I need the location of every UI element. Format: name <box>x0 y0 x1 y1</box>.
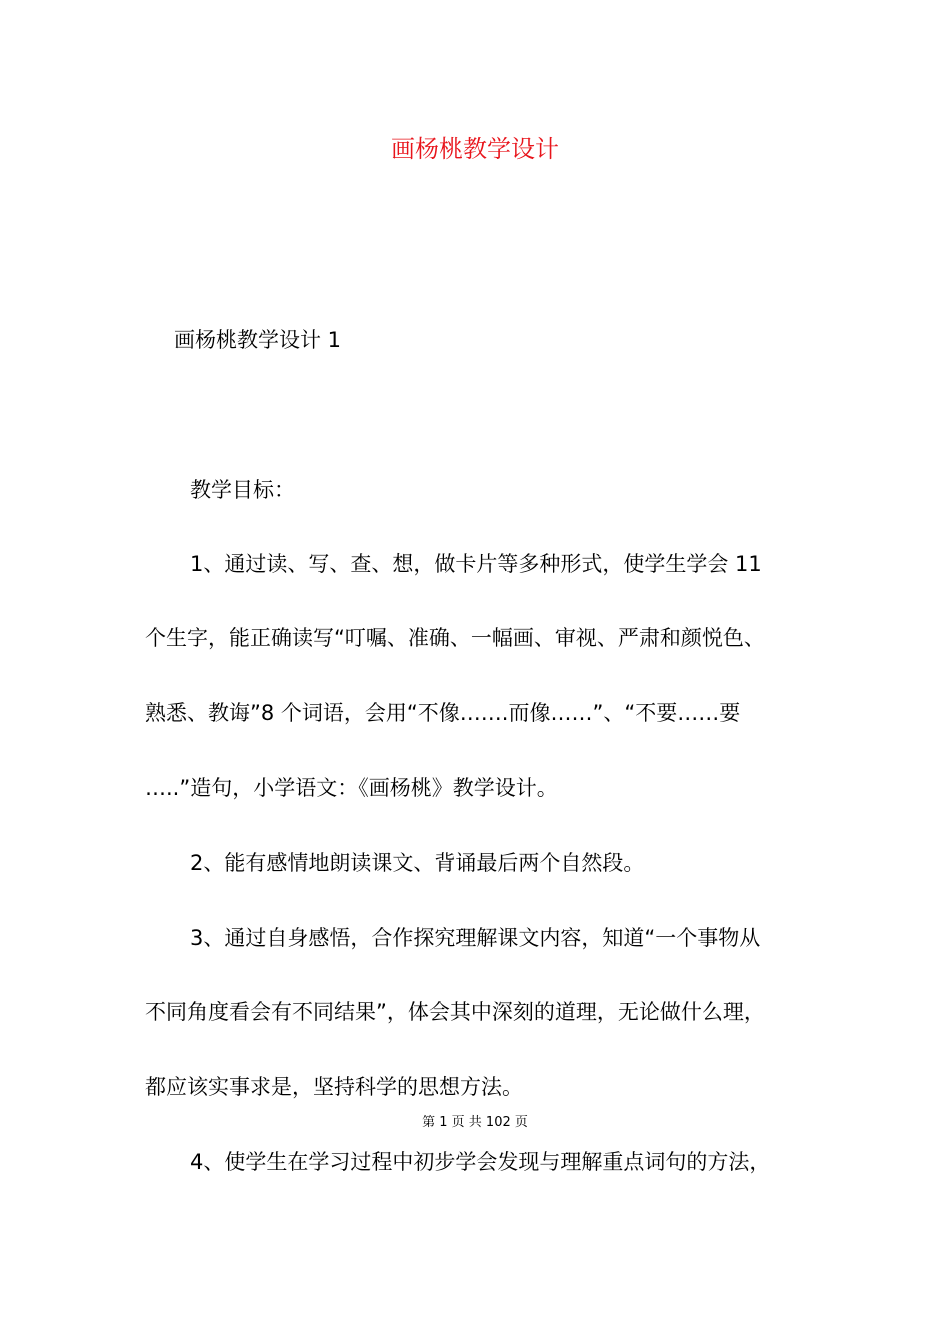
paragraph-line: 熟悉、教诲”8 个词语，会用“不像…….而像……”、“不要……要 <box>145 701 741 725</box>
objectives-label: 教学目标： <box>190 478 295 502</box>
paragraph-line: 都应该实事求是，坚持科学的思想方法。 <box>145 1075 523 1099</box>
paragraph-line: 3、通过自身感悟，合作探究理解课文内容，知道“一个事物从 <box>190 926 761 950</box>
paragraph-line: 1、通过读、写、查、想，做卡片等多种形式，使学生学会 11 <box>190 552 762 576</box>
section-heading: 画杨桃教学设计 1 <box>174 328 342 352</box>
paragraph-line: 个生字，能正确读写“叮嘱、准确、一幅画、审视、严肃和颜悦色、 <box>145 626 765 650</box>
paragraph-line: …..”造句，小学语文：《画杨桃》教学设计。 <box>145 776 558 800</box>
document-title: 画杨桃教学设计 <box>391 135 559 163</box>
paragraph-line: 4、使学生在学习过程中初步学会发现与理解重点词句的方法， <box>190 1150 771 1174</box>
page-footer: 第 1 页 共 102 页 <box>422 1115 528 1130</box>
paragraph-line: 2、能有感情地朗读课文、背诵最后两个自然段。 <box>190 851 645 875</box>
paragraph-line: 不同角度看会有不同结果”，体会其中深刻的道理，无论做什么理， <box>145 1000 765 1024</box>
